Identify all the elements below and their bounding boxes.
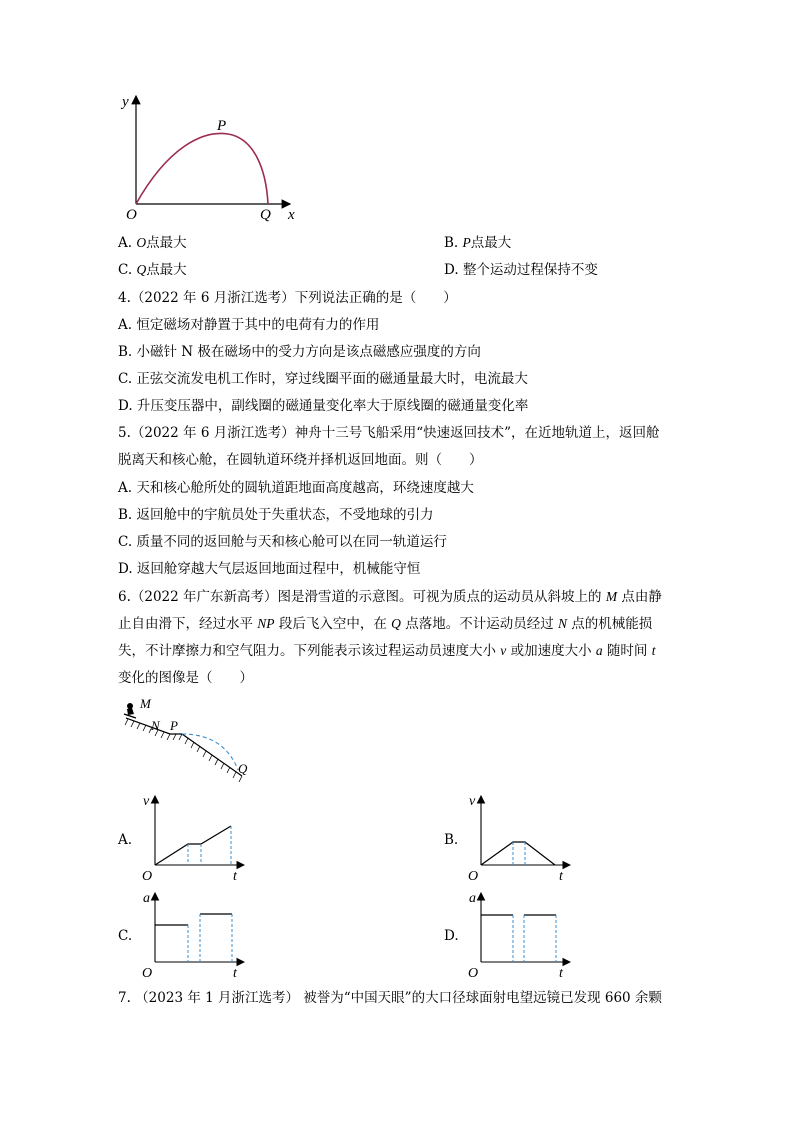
q5-option-a[interactable]: A. 天和核心舱所处的圆轨道距地面高度越高，环绕速度越大 <box>118 480 474 496</box>
svg-text:v: v <box>143 794 150 809</box>
q6-option-d-label[interactable]: D. <box>444 928 459 944</box>
q3-option-c[interactable]: C. Q点最大 <box>118 262 187 278</box>
q6-graph-b-line <box>481 842 555 865</box>
svg-text:v: v <box>469 794 476 809</box>
skier-icon <box>124 703 136 718</box>
q3-option-b[interactable]: B. P点最大 <box>444 235 512 251</box>
svg-text:O: O <box>142 966 153 979</box>
q6-point-n: N <box>151 718 160 733</box>
q7-stem: 7. （2023 年 1 月浙江选考） 被誉为“中国天眼”的大口径球面射电望远镜已发现 660 余颗 <box>118 990 662 1006</box>
svg-text:t: t <box>559 966 563 979</box>
svg-text:O: O <box>468 869 479 882</box>
q5-option-c[interactable]: C. 质量不同的返回舱与天和核心舱可以在同一轨道运行 <box>118 534 447 550</box>
q5-option-b[interactable]: B. 返回舱中的宇航员处于失重状态，不受地球的引力 <box>118 507 434 523</box>
q6-graph-a-line <box>155 826 231 865</box>
svg-text:a: a <box>469 891 476 906</box>
q6-stem-line-2: 止自由滑下，经过水平 NP 段后飞入空中，在 Q 点落地。不计运动员经过 N 点的机械能损 <box>118 616 653 632</box>
q3-y-label: y <box>122 94 129 110</box>
q3-curve <box>136 133 268 204</box>
q3-option-d[interactable]: D. 整个运动过程保持不变 <box>444 262 598 278</box>
q6-slope-hatching <box>125 719 242 782</box>
q4-option-d[interactable]: D. 升压变压器中，副线圈的磁通量变化率大于原线圈的磁通量变化率 <box>118 398 529 414</box>
q6-option-a-label[interactable]: A. <box>118 832 133 848</box>
q3-x-label: x <box>288 207 295 223</box>
q3-trajectory-graph <box>118 92 318 227</box>
q4-option-b[interactable]: B. 小磁针 N 极在磁场中的受力方向是该点磁感应强度的方向 <box>118 344 481 360</box>
q6-stem-line-3: 失，不计摩擦力和空气阻力。下列能表示该过程运动员速度大小 v 或加速度大小 a 随时间 t <box>118 643 656 659</box>
q6-graph-a <box>140 790 250 882</box>
svg-text:t: t <box>233 869 237 882</box>
q6-ski-slope-diagram <box>118 694 258 786</box>
q5-stem-line-2: 脱离天和核心舱，在圆轨道环绕并择机返回地面。则（ ） <box>118 452 483 468</box>
q4-option-a[interactable]: A. 恒定磁场对静置于其中的电荷有力的作用 <box>118 317 380 333</box>
svg-text:a: a <box>143 891 150 906</box>
q4-stem: 4.（2022 年 6 月浙江选考）下列说法正确的是（ ） <box>118 290 457 306</box>
svg-text:O: O <box>468 966 479 979</box>
q6-point-p: P <box>170 718 178 733</box>
q6-point-m: M <box>140 696 151 711</box>
q6-slope-surface <box>126 718 242 776</box>
q5-stem-line-1: 5.（2022 年 6 月浙江选考）神舟十三号飞船采用“快速返回技术”，在近地轨道上，返回舱 <box>118 425 660 441</box>
q3-peak-label: P <box>217 118 227 134</box>
q6-option-b-label[interactable]: B. <box>444 832 459 848</box>
q6-graph-c <box>140 887 250 979</box>
q6-stem-line-4: 变化的图像是（ ） <box>118 670 253 686</box>
svg-text:t: t <box>233 966 237 979</box>
q6-stem-line-1: 6.（2022 年广东新高考）图是滑雪道的示意图。可视为质点的运动员从斜坡上的 M 点由静 <box>118 589 662 605</box>
q3-end-label: Q <box>260 207 271 223</box>
q6-option-c-label[interactable]: C. <box>118 928 133 944</box>
q3-option-a[interactable]: A. O点最大 <box>118 235 187 251</box>
q3-origin-label: O <box>126 207 137 223</box>
svg-text:t: t <box>559 869 563 882</box>
q6-graph-b <box>466 790 576 882</box>
q4-option-c[interactable]: C. 正弦交流发电机工作时，穿过线圈平面的磁通量最大时，电流最大 <box>118 371 528 387</box>
q6-graph-d <box>466 887 576 979</box>
svg-text:O: O <box>142 869 153 882</box>
q6-point-q: Q <box>238 761 248 776</box>
q5-option-d[interactable]: D. 返回舱穿越大气层返回地面过程中，机械能守恒 <box>118 561 421 577</box>
